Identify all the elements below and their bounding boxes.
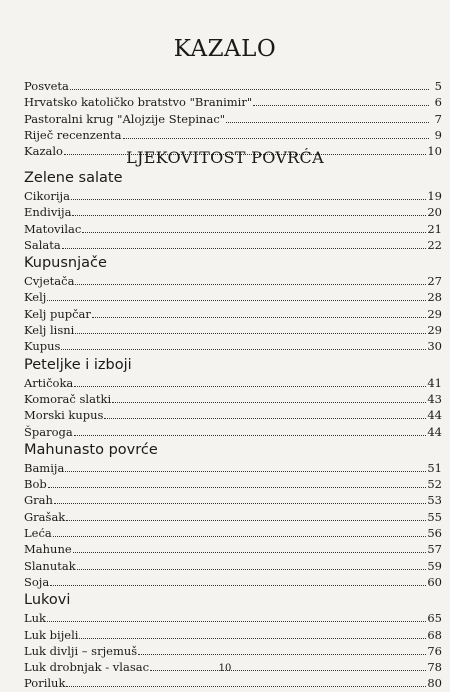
entry-page-number: 76 <box>427 643 442 658</box>
toc-entry <box>24 424 442 440</box>
entry-page-number: 20 <box>427 205 442 220</box>
group-heading: Kupusnjače <box>24 255 107 272</box>
entry-page-number: 6 <box>434 95 442 110</box>
entry-page-number: 52 <box>427 477 442 492</box>
entry-label: Morski kupus <box>24 408 104 423</box>
entry-page-number: 55 <box>427 509 442 524</box>
entry-page-number: 27 <box>427 274 442 289</box>
entry-page-number: 44 <box>427 424 442 439</box>
entry-label: Luk <box>24 611 47 626</box>
entry-page-number: 10 <box>427 144 442 159</box>
dot-leader <box>70 78 429 90</box>
toc-entry <box>24 574 442 590</box>
toc-entry <box>24 610 442 626</box>
toc-entry <box>24 643 442 659</box>
entry-label: Leća <box>24 526 52 541</box>
toc-entry <box>24 188 442 204</box>
entry-page-number: 29 <box>427 323 442 338</box>
toc-entry <box>24 237 442 253</box>
toc-entry <box>24 675 442 691</box>
toc-entry <box>24 492 442 508</box>
entry-label: Šparoga <box>24 424 73 439</box>
entry-page-number: 57 <box>427 542 442 557</box>
entry-label: Kelj <box>24 290 47 305</box>
entry-page-number: 19 <box>427 189 442 203</box>
entry-label: Poriluk <box>24 676 66 691</box>
dot-leader <box>75 273 426 285</box>
vegetable-index <box>24 168 442 692</box>
entry-page-number: 43 <box>427 391 442 406</box>
toc-entry <box>24 273 442 289</box>
dot-leader <box>65 460 426 472</box>
entry-label: Endivija <box>24 205 72 220</box>
entry-page-number: 29 <box>427 306 442 321</box>
entry-label: Posveta <box>24 79 69 93</box>
entry-page-number: 51 <box>427 460 442 475</box>
group-heading: Peteljke i izboji <box>24 356 132 373</box>
dot-leader <box>47 289 426 301</box>
entry-label: Grašak <box>24 509 66 524</box>
entry-label: Salata <box>24 237 61 252</box>
toc-entry <box>24 627 442 643</box>
entry-page-number: 30 <box>427 339 442 354</box>
section-title: LJEKOVITOST POVRĆA <box>126 148 324 167</box>
dot-leader <box>253 94 429 106</box>
dot-leader <box>138 643 426 655</box>
dot-leader <box>75 322 426 334</box>
entry-page-number: 56 <box>427 526 442 541</box>
toc-entry <box>24 78 442 94</box>
toc-entry <box>24 221 442 237</box>
entry-label: Komorač slatki <box>24 391 112 406</box>
toc-entry <box>24 476 442 492</box>
entry-page-number: 5 <box>434 79 442 93</box>
group-heading: Lukovi <box>24 592 71 609</box>
entry-label: Luk bijeli <box>24 627 79 642</box>
entry-page-number: 68 <box>427 627 442 642</box>
entry-page-number: 41 <box>427 375 442 390</box>
entry-label: Hrvatsko katoličko bratstvo "Branimir" <box>24 95 253 110</box>
toc-entry <box>24 460 442 476</box>
dot-leader <box>53 525 427 537</box>
dot-leader <box>54 492 426 504</box>
toc-entry <box>24 541 442 557</box>
entry-page-number: 78 <box>427 660 442 675</box>
toc-entry <box>24 338 442 354</box>
dot-leader <box>72 204 426 216</box>
entry-label: Artičoka <box>24 375 74 390</box>
entry-label: Soja <box>24 574 50 589</box>
entry-label: Bamija <box>24 460 65 475</box>
entry-page-number: 9 <box>434 127 442 142</box>
entry-page-number: 22 <box>427 237 442 252</box>
toc-entry <box>24 375 442 391</box>
entry-label: Slanutak <box>24 558 76 573</box>
toc-entry <box>24 289 442 305</box>
entry-label: Cikorija <box>24 189 70 203</box>
entry-page-number: 21 <box>427 221 442 236</box>
entry-label: Kazalo <box>24 144 63 159</box>
entry-label: Luk divlji – srjemuš <box>24 643 138 658</box>
dot-leader <box>47 610 426 622</box>
dot-leader <box>74 375 426 387</box>
toc-entry <box>24 127 442 143</box>
entry-label: Kelj lisni <box>24 323 75 338</box>
entry-label: Luk drobnjak - vlasac <box>24 660 150 675</box>
toc-entry <box>24 94 442 110</box>
page-title: KAZALO <box>173 36 277 62</box>
entry-label: Riječ recenzenta <box>24 127 122 142</box>
toc-entry <box>24 322 442 338</box>
dot-leader <box>92 306 426 318</box>
dot-leader <box>79 627 426 639</box>
entry-label: Kupus <box>24 339 61 354</box>
entry-label: Kelj pupčar <box>24 306 91 321</box>
entry-page-number: 60 <box>427 574 442 589</box>
toc-entry <box>24 525 442 541</box>
entry-label: Bob <box>24 477 47 492</box>
dot-leader <box>71 188 426 200</box>
entry-page-number: 7 <box>434 111 442 126</box>
entry-label: Mahune <box>24 542 72 557</box>
toc-entry <box>24 407 442 423</box>
page-number: 10 <box>218 663 232 674</box>
toc-entry <box>24 111 442 127</box>
entry-page-number: 28 <box>427 290 442 305</box>
entry-label: Pastoralni krug "Alojzije Stepinac" <box>24 111 226 126</box>
dot-leader <box>226 111 429 123</box>
entry-label: Cvjetača <box>24 274 75 289</box>
entry-page-number: 53 <box>427 493 442 508</box>
entry-page-number: 59 <box>427 558 442 573</box>
toc-entry <box>24 558 442 574</box>
entry-page-number: 44 <box>427 408 442 423</box>
dot-leader <box>62 237 427 249</box>
toc-entry <box>24 391 442 407</box>
dot-leader <box>61 338 426 350</box>
dot-leader <box>104 407 426 419</box>
entry-label: Matovilac <box>24 221 82 236</box>
dot-leader <box>73 541 427 553</box>
dot-leader <box>48 476 427 488</box>
entry-page-number: 65 <box>427 611 442 626</box>
dot-leader <box>66 675 426 687</box>
entry-label: Grah <box>24 493 53 508</box>
dot-leader <box>66 509 426 521</box>
entry-page-number: 80 <box>427 676 442 691</box>
dot-leader <box>50 574 426 586</box>
dot-leader <box>77 558 427 570</box>
group-heading: Zelene salate <box>24 170 123 186</box>
dot-leader <box>82 221 426 233</box>
dot-leader <box>112 391 426 403</box>
group-heading: Mahunasto povrće <box>24 441 158 458</box>
toc-entry <box>24 306 442 322</box>
toc-entry <box>24 509 442 525</box>
dot-leader <box>123 127 429 139</box>
toc-entry <box>24 204 442 220</box>
dot-leader <box>74 424 427 436</box>
